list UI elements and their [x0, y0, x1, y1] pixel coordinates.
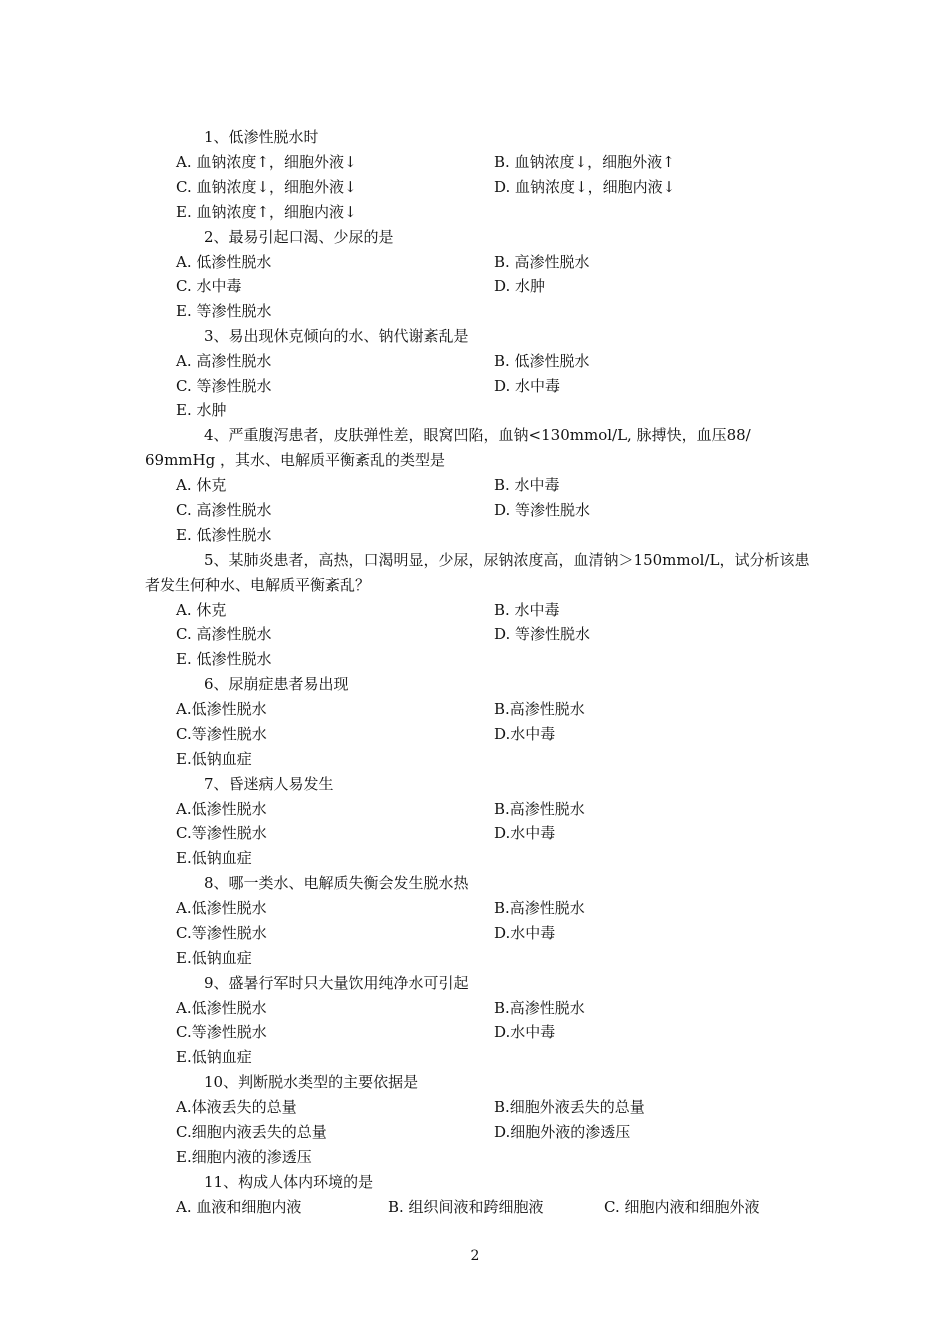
- option-d: D. 水中毒: [494, 377, 561, 395]
- option-b: B.高渗性脱水: [494, 700, 585, 718]
- option-c: C.细胞内液丢失的总量: [176, 1123, 327, 1141]
- option-e: E.低钠血症: [176, 849, 252, 867]
- option-c: C. 等渗性脱水: [176, 377, 272, 395]
- page-number: 2: [470, 1248, 480, 1264]
- option-b: B. 高渗性脱水: [494, 253, 590, 271]
- option-a: A. 血液和细胞内液: [176, 1198, 302, 1216]
- option-b: B.高渗性脱水: [494, 999, 585, 1017]
- option-d: D.水中毒: [494, 924, 556, 942]
- option-a: A. 休克: [176, 476, 227, 494]
- option-e: E. 水肿: [176, 401, 227, 419]
- option-a: A.低渗性脱水: [176, 800, 267, 818]
- question-stem: 10、判断脱水类型的主要依据是: [204, 1073, 419, 1091]
- option-e: E. 血钠浓度↑，细胞内液↓: [176, 203, 357, 221]
- option-a: A.低渗性脱水: [176, 999, 267, 1017]
- question-stem: 1、低渗性脱水时: [204, 128, 319, 146]
- option-d: D. 水肿: [494, 277, 546, 295]
- option-d: D.水中毒: [494, 725, 556, 743]
- option-e: E. 低渗性脱水: [176, 526, 272, 544]
- option-e: E. 等渗性脱水: [176, 302, 272, 320]
- option-d: D.水中毒: [494, 1023, 556, 1041]
- option-c: C.等渗性脱水: [176, 725, 267, 743]
- option-c: C.等渗性脱水: [176, 924, 267, 942]
- option-a: A. 休克: [176, 601, 227, 619]
- option-c: C. 血钠浓度↓，细胞外液↓: [176, 178, 357, 196]
- question-stem: 9、盛暑行军时只大量饮用纯净水可引起: [204, 974, 469, 992]
- question-stem: 3、易出现休克倾向的水、钠代谢紊乱是: [204, 327, 469, 345]
- option-a: A.低渗性脱水: [176, 899, 267, 917]
- question-stem: 6、尿崩症患者易出现: [204, 675, 349, 693]
- option-e: E.低钠血症: [176, 1048, 252, 1066]
- option-b: B. 水中毒: [494, 601, 560, 619]
- option-e: E.细胞内液的渗透压: [176, 1148, 312, 1166]
- option-b: B. 低渗性脱水: [494, 352, 590, 370]
- question-stem-continued: 69mmHg ，其水、电解质平衡紊乱的类型是: [145, 451, 445, 469]
- option-d: D. 等渗性脱水: [494, 501, 591, 519]
- option-c: C.等渗性脱水: [176, 1023, 267, 1041]
- question-stem: 8、哪一类水、电解质失衡会发生脱水热: [204, 874, 469, 892]
- option-e: E.低钠血症: [176, 949, 252, 967]
- option-d: D.水中毒: [494, 824, 556, 842]
- option-e: E.低钠血症: [176, 750, 252, 768]
- option-a: A. 血钠浓度↑，细胞外液↓: [176, 153, 357, 171]
- option-a: A. 低渗性脱水: [176, 253, 272, 271]
- option-d: D. 血钠浓度↓，细胞内液↓: [494, 178, 676, 196]
- question-stem: 2、最易引起口渴、少尿的是: [204, 228, 394, 246]
- option-a: A. 高渗性脱水: [176, 352, 272, 370]
- option-c: C.等渗性脱水: [176, 824, 267, 842]
- question-stem: 11、构成人体内环境的是: [204, 1173, 374, 1191]
- question-stem: 5、某肺炎患者，高热，口渴明显，少尿，尿钠浓度高，血清钠＞150mmol/L，试分析该患: [204, 551, 810, 569]
- option-c: C. 高渗性脱水: [176, 625, 272, 643]
- option-c: C. 高渗性脱水: [176, 501, 272, 519]
- question-stem-continued: 者发生何种水、电解质平衡紊乱？: [145, 576, 371, 594]
- option-e: E. 低渗性脱水: [176, 650, 272, 668]
- question-stem: 4、严重腹泻患者，皮肤弹性差，眼窝凹陷，血钠<130mmol/L, 脉搏快，血压88/: [204, 426, 751, 444]
- option-b: B.高渗性脱水: [494, 800, 585, 818]
- option-a: A.低渗性脱水: [176, 700, 267, 718]
- option-b: B.细胞外液丢失的总量: [494, 1098, 645, 1116]
- question-stem: 7、昏迷病人易发生: [204, 775, 334, 793]
- option-d: D. 等渗性脱水: [494, 625, 591, 643]
- option-b: B. 组织间液和跨细胞液: [388, 1198, 544, 1216]
- option-b: B.高渗性脱水: [494, 899, 585, 917]
- option-a: A.体液丢失的总量: [176, 1098, 297, 1116]
- option-b: B. 水中毒: [494, 476, 560, 494]
- option-b: B. 血钠浓度↓，细胞外液↑: [494, 153, 675, 171]
- option-d: D.细胞外液的渗透压: [494, 1123, 631, 1141]
- option-c: C. 细胞内液和细胞外液: [604, 1198, 760, 1216]
- option-c: C. 水中毒: [176, 277, 242, 295]
